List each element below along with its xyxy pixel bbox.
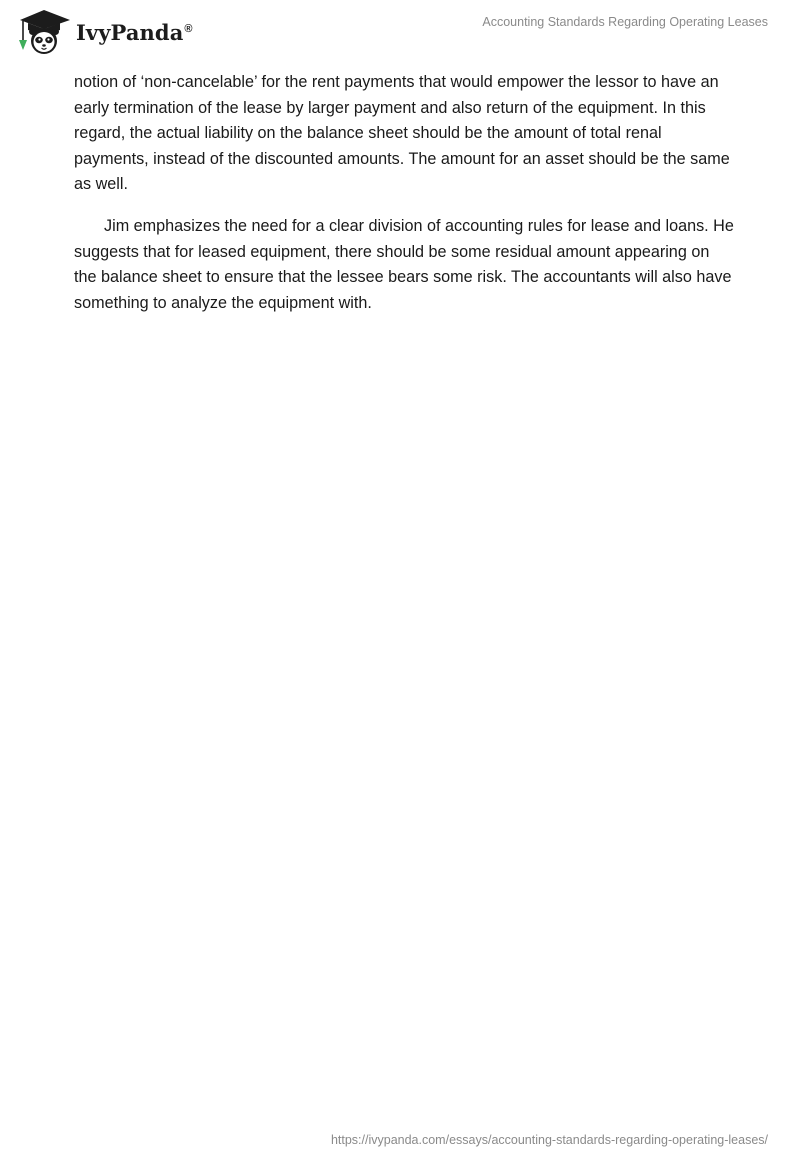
paragraph-continued: notion of ‘non-cancelable’ for the rent payments that would empower the lessor to have an early termination of the lease by larger payment and also return of the equipment. In this regard, the actual liability on the balance sheet should be the amount of total renal payments, instead of the discounted amounts. The amount for an asset should be the same as well.	[74, 73, 730, 194]
essay-body	[74, 70, 734, 332]
source-url[interactable]: https://ivypanda.com/essays/accounting-standards-regarding-operating-leases/	[330, 1133, 768, 1147]
brand-logo[interactable]	[14, 8, 193, 56]
document-title: Accounting Standards Regarding Operating Leases	[482, 15, 768, 29]
brand-name: IvyPanda®	[76, 19, 193, 45]
panda-graduation-cap-icon	[14, 8, 74, 56]
registered-mark: ®	[184, 22, 193, 35]
paragraph-jim: Jim emphasizes the need for a clear division of accounting rules for lease and loans. He suggests that for leased equipment, there should be some residual amount appearing on the balance sheet to ensure that the lessee bears some risk. The accountants will also have something to analyze the equipment with.	[74, 216, 734, 312]
page-header	[0, 0, 800, 64]
